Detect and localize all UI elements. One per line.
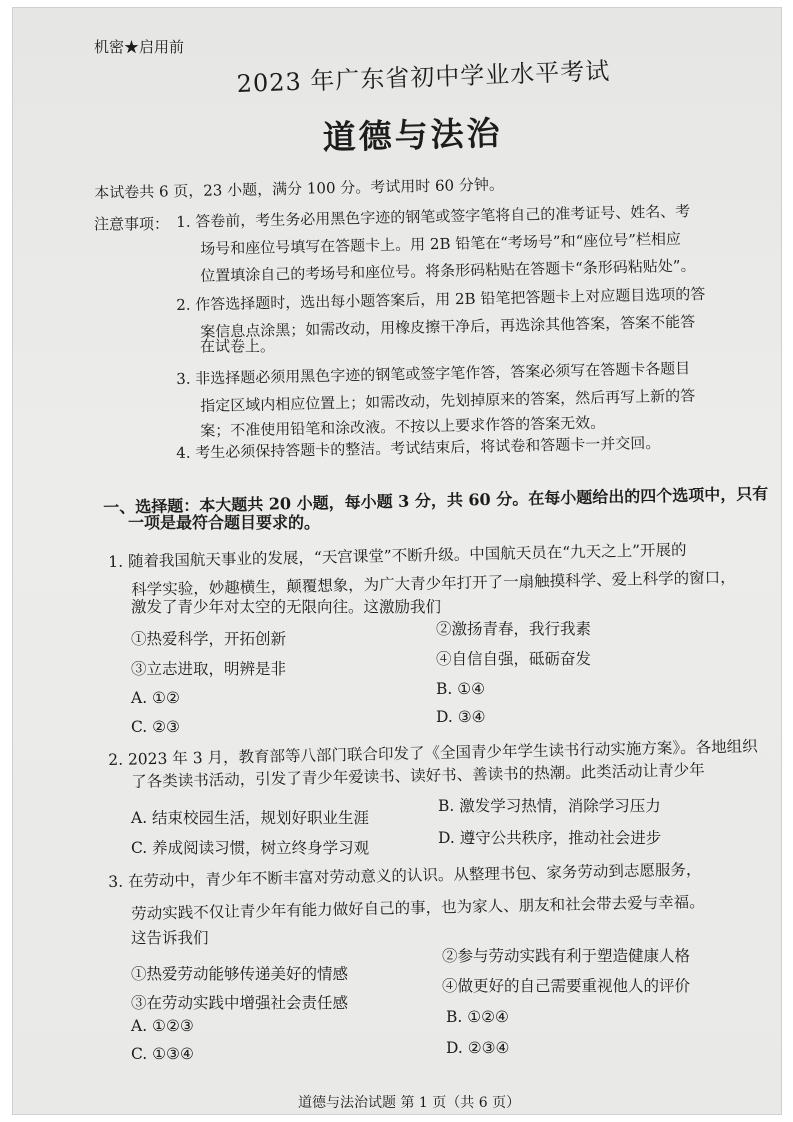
note-line: 场号和座位号填写在答题卡上。用 2B 铅笔在“考场号”和“座位号”栏相应 (200, 229, 682, 258)
question-2: 了各类读书活动，引发了青少年爱读书、读好书、善读书的热潮。此类活动让青少年 (131, 760, 705, 791)
secret-label: 机密★启用前 (94, 38, 185, 56)
q2-option-b: B. 激发学习热情，消除学习压力 (438, 797, 661, 815)
q2-option-c: C. 养成阅读习惯，树立终身学习观 (131, 839, 370, 857)
section-heading: 一项是最符合题目要求的。 (128, 513, 321, 532)
subject-title: 道德与法治 (322, 113, 504, 157)
exam-title: 2023 年广东省初中学业水平考试 (236, 56, 611, 98)
note-line: 案信息点涂黑；如需改动，用橡皮擦干净后，再选涂其他答案，答案不能答 (200, 312, 696, 341)
q3-option-a: A. ①②③ (131, 1017, 194, 1035)
q3-item: ①热爱劳动能够传递美好的情感 (131, 965, 349, 983)
note-line: 3. 非选择题必须用黑色字迹的钢笔或签字笔作答，答案必须写在答题卡各题目 (176, 359, 691, 388)
question-3: 劳动实践不仅让青少年有能力做好自己的事，也为家人、朋友和社会带去爱与幸福。 (131, 892, 705, 923)
question-2: 2. 2023 年 3 月，教育部等八部门联合印发了《全国青少年学生读书行动实施方案》。各地组织 (108, 737, 758, 769)
exam-info: 本试卷共 6 页，23 小题，满分 100 分。考试用时 60 分钟。 (94, 175, 505, 202)
question-3: 这告诉我们 (131, 929, 209, 947)
question-1: 激发了青少年对太空的无限向往。这激励我们 (131, 598, 442, 616)
note-line: 2. 作答选择题时，选出每小题答案后，用 2B 铅笔把答题卡上对应题目选项的答 (176, 284, 706, 314)
section-heading: 一、选择题：本大题共 20 小题，每小题 3 分，共 60 分。在每小题给出的四个选项中，只有 (103, 484, 769, 517)
note-line: 位置填涂自己的考场号和座位号。将条形码粘贴在答题卡“条形码粘贴处”。 (200, 256, 696, 285)
q3-option-b: B. ①②④ (446, 1008, 509, 1026)
note-line: 1. 答卷前，考生务必用黑色字迹的钢笔或签字笔将自己的准考证号、姓名、考 (176, 202, 691, 231)
q1-item: ③立志进取，明辨是非 (131, 660, 287, 678)
q3-item: ③在劳动实践中增强社会责任感 (131, 994, 349, 1012)
q1-item: ②激扬青春，我行我素 (436, 620, 592, 638)
q1-option-d: D. ③④ (436, 708, 486, 726)
q1-item: ④自信自强，砥砺奋发 (436, 650, 592, 668)
q1-item: ①热爱科学，开拓创新 (131, 630, 287, 648)
note-line: 4. 考生必须保持答题卡的整洁。考试结束后，将试卷和答题卡一并交回。 (176, 433, 661, 462)
page-footer: 道德与法治试题 第 1 页（共 6 页） (298, 1095, 521, 1111)
q3-option-d: D. ②③④ (446, 1039, 510, 1057)
note-line: 指定区域内相应位置上；如需改动，先划掉原来的答案，然后再写上新的答 (200, 386, 696, 415)
question-3: 3. 在劳动中，青少年不断丰富对劳动意义的认识。从整理书包、家务劳动到志愿服务， (108, 860, 702, 891)
q3-item: ②参与劳动实践有利于塑造健康人格 (442, 947, 691, 965)
q2-option-d: D. 遵守公共秩序，推动社会进步 (438, 829, 662, 847)
q3-option-c: C. ①③④ (131, 1045, 194, 1063)
q1-option-b: B. ①④ (436, 680, 486, 698)
note-line: 案；不准使用铅笔和涂改液。不按以上要求作答的答案无效。 (200, 413, 606, 440)
notes-label: 注意事项： (94, 215, 170, 233)
question-1: 科学实验，妙趣横生，颠覆想象，为广大青少年打开了一扇触摸科学、爱上科学的窗口， (131, 568, 736, 599)
q3-item: ④做更好的自己需要重视他人的评价 (442, 977, 691, 995)
q1-option-c: C. ②③ (131, 718, 180, 736)
q1-option-a: A. ①② (131, 689, 180, 707)
note-line: 在试卷上。 (200, 337, 276, 355)
q2-option-a: A. 结束校园生活，规划好职业生涯 (131, 809, 370, 827)
question-1: 1. 随着我国航天事业的发展，“天宫课堂”不断升级。中国航天员在“九天之上”开展的 (108, 540, 687, 571)
